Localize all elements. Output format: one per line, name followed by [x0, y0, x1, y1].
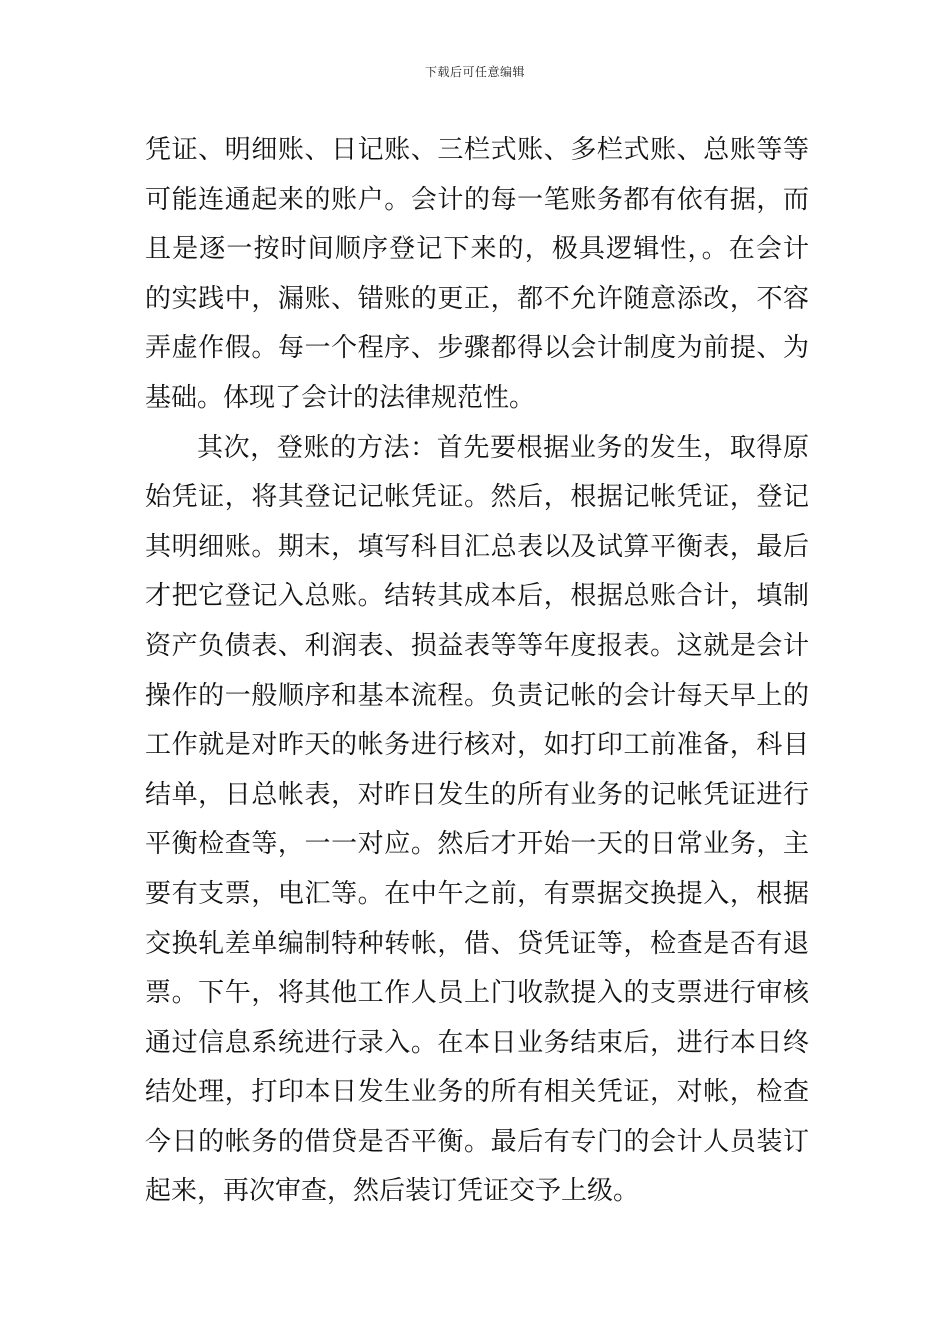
text-line: 凭证、明细账、日记账、三栏式账、多栏式账、总账等等: [145, 135, 809, 165]
text-line: 基础。体现了会计的法律规范性。: [145, 382, 536, 413]
text-line: 结处理，打印本日发生业务的所有相关凭证，对帐，检查: [145, 1077, 809, 1108]
text-line: 操作的一般顺序和基本流程。负责记帐的会计每天早上的: [145, 680, 809, 711]
text-line: 弄虚作假。每一个程序、步骤都得以会计制度为前提、为: [145, 333, 809, 364]
text-line: 今日的帐务的借贷是否平衡。最后有专门的会计人员装订: [145, 1126, 809, 1157]
paragraph-2: [145, 424, 809, 1218]
text-line: 通过信息系统进行录入。在本日业务结束后，进行本日终: [145, 1027, 809, 1058]
text-line: 结单，日总帐表，对昨日发生的所有业务的记帐凭证进行: [145, 779, 809, 810]
text-line: 工作就是对昨天的帐务进行核对，如打印工前准备，科目: [145, 730, 809, 761]
text-line: 票。下午，将其他工作人员上门收款提入的支票进行审核: [145, 978, 809, 1009]
text-line: 才把它登记入总账。结转其成本后，根据总账合计，填制: [145, 581, 809, 612]
text-line: 且是逐一按时间顺序登记下来的，极具逻辑性，。在会计: [145, 234, 809, 265]
text-line: 始凭证，将其登记记帐凭证。然后，根据记帐凭证，登记: [145, 482, 809, 513]
text-line: 可能连通起来的账户。会计的每一笔账务都有依有据，而: [145, 184, 809, 215]
text-line: 交换轧差单编制特种转帐，借、贷凭证等，检查是否有退: [145, 928, 809, 959]
text-line: 平衡检查等，一一对应。然后才开始一天的日常业务，主: [145, 829, 809, 860]
text-line: 其明细账。期末，填写科目汇总表以及试算平衡表，最后: [145, 531, 809, 562]
text-line: 其次，登账的方法：首先要根据业务的发生，取得原: [197, 432, 809, 463]
body-text: [145, 126, 809, 1217]
paragraph-1: [145, 126, 809, 424]
header-note: 下载后可任意编辑: [424, 65, 525, 79]
text-line: 起来，再次审查，然后装订凭证交予上级。: [145, 1176, 640, 1207]
text-line: 要有支票，电汇等。在中午之前，有票据交换提入，根据: [145, 878, 809, 909]
text-line: 资产负债表、利润表、损益表等等年度报表。这就是会计: [145, 630, 809, 661]
text-line: 的实践中，漏账、错账的更正，都不允许随意添改，不容: [145, 283, 809, 314]
